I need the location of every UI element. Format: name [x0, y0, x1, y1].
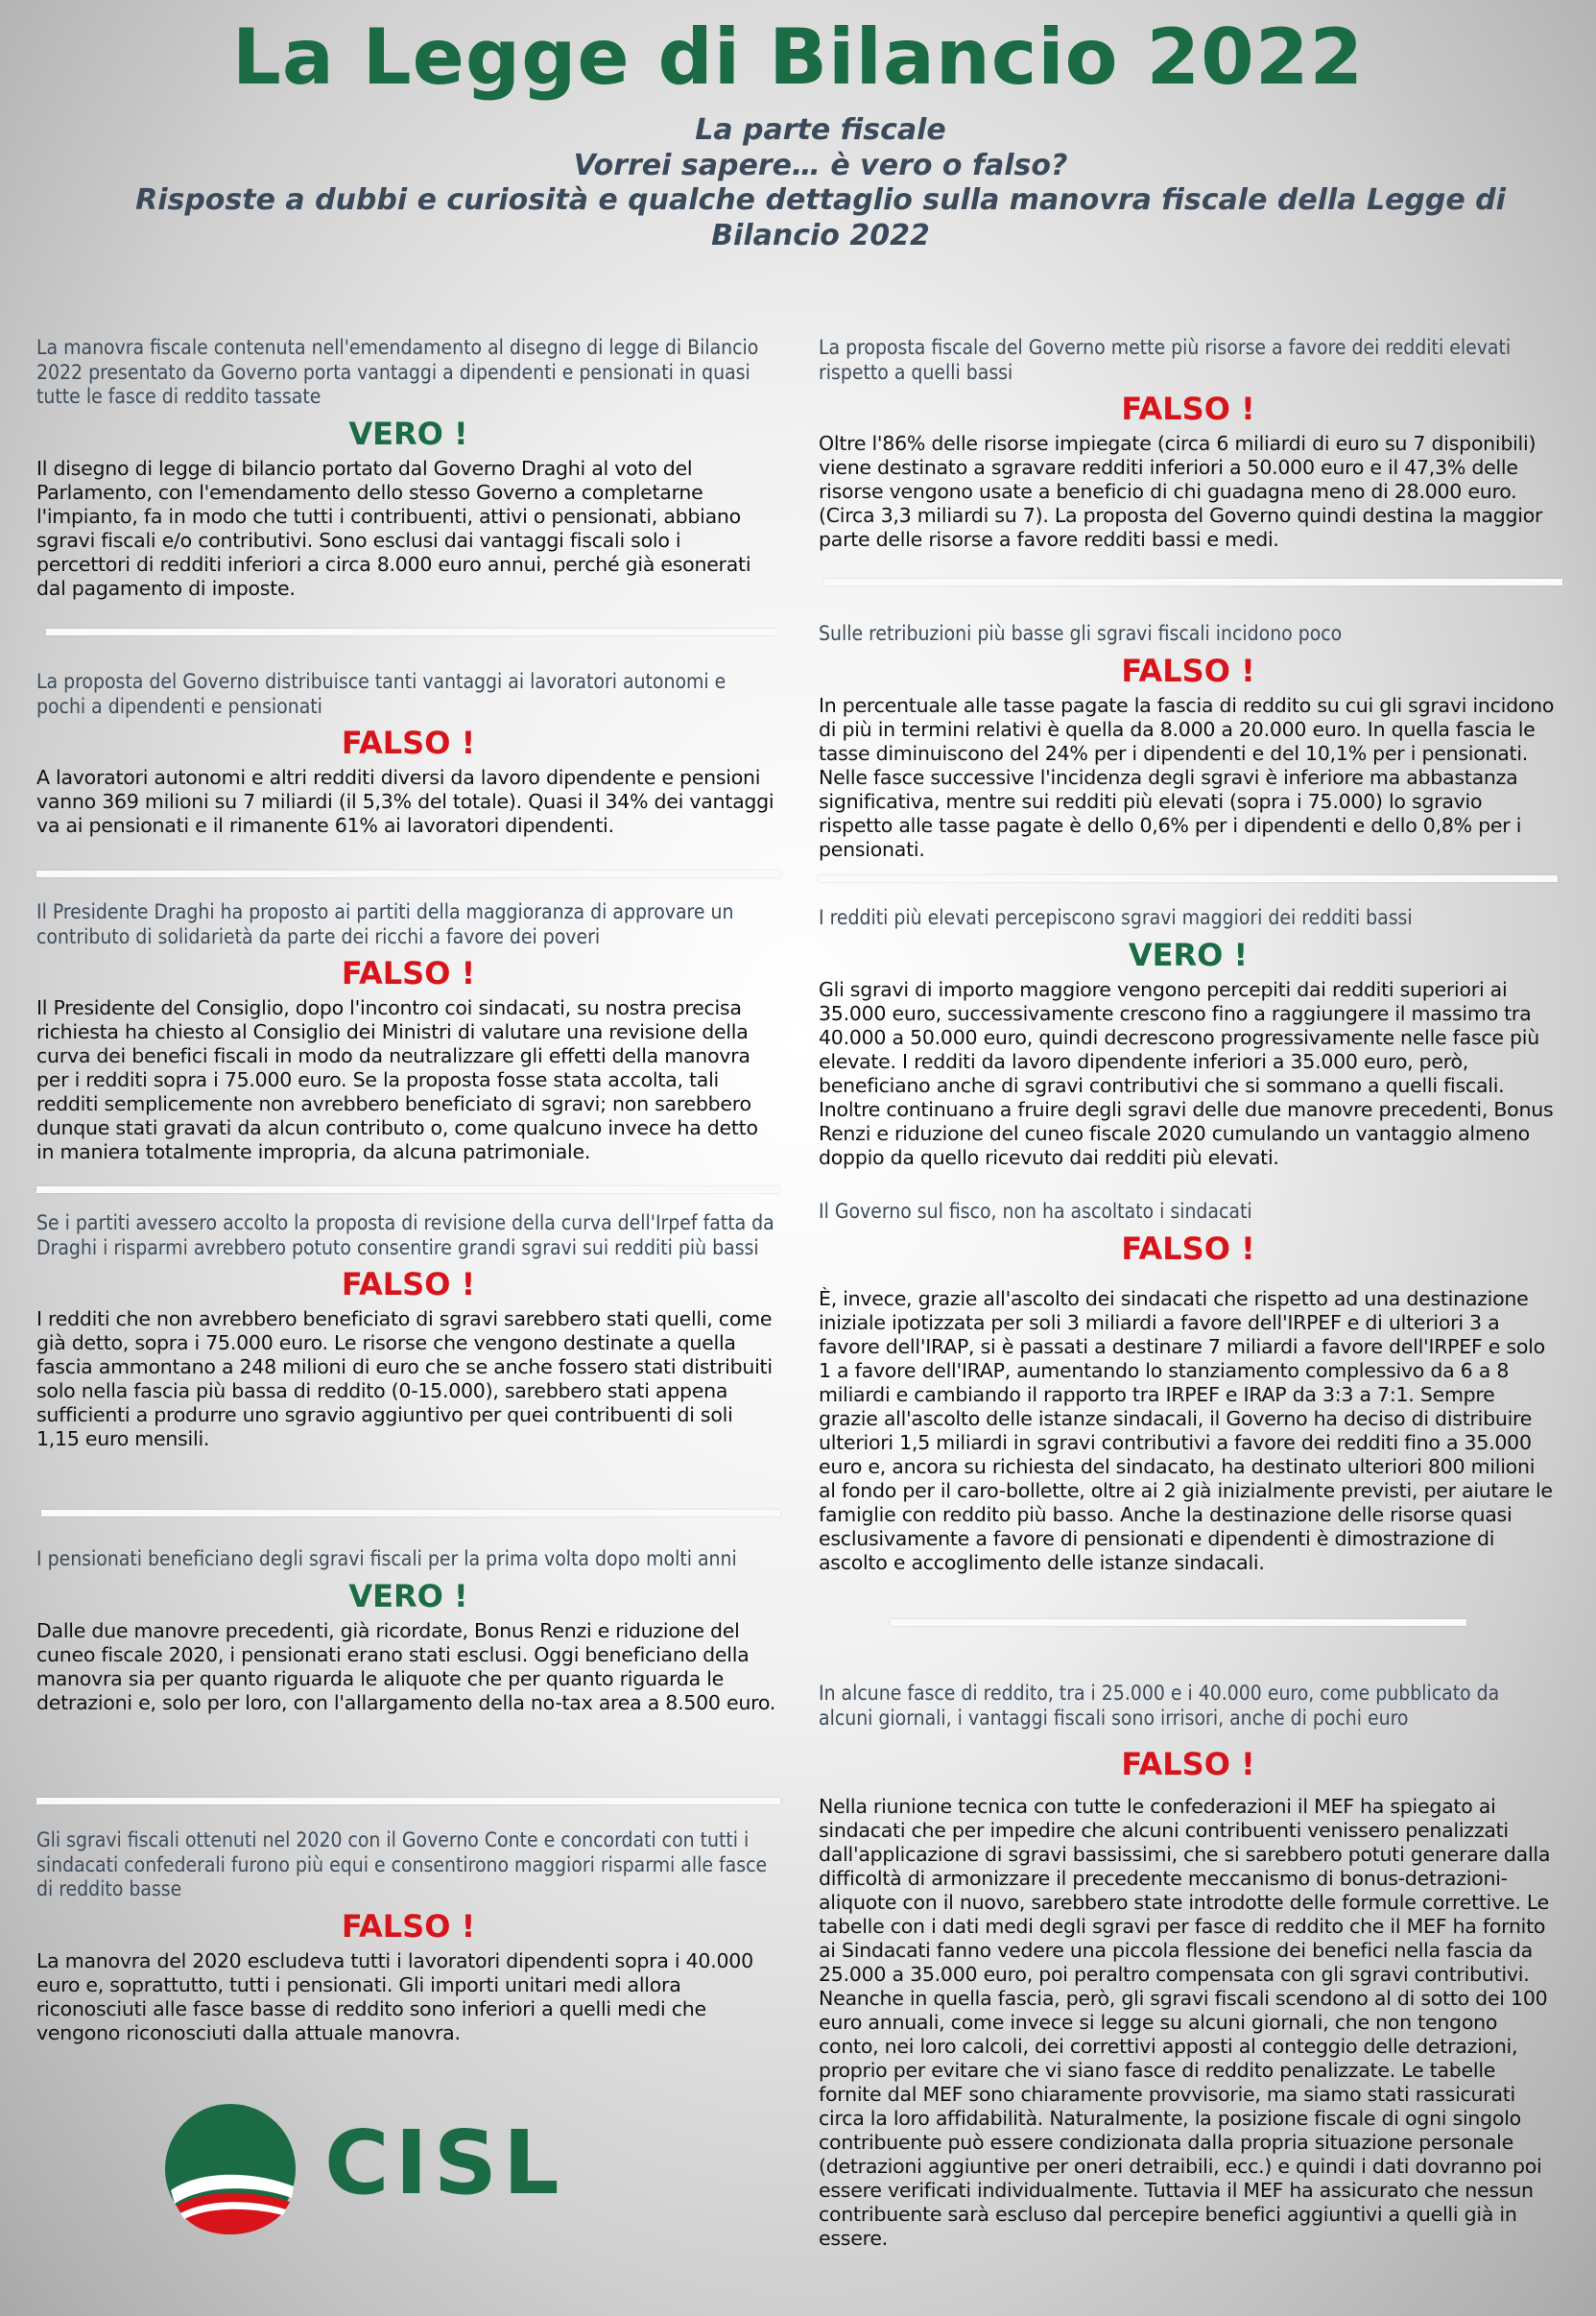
verdict-vero: VERO !: [1128, 936, 1249, 973]
faq-answer: È, invece, grazie all'ascolto dei sindacati che rispetto ad una destinazione iniziale ipotizzata per soli 3 miliardi a favore dell'IRPEF e di ulteriori 3 a favore dell'IRAP, si è passati a destinare 7 miliardi a favore dell'IRPEF e solo 1 a favore dell'IRAP, aumentando lo stanziamento complessivo da 6 a 8 miliardi e cambiando il rapporto tra IRPEF e IRAP da 3:3 a 7:1. Sempre grazie all'ascolto delle istanze sindacali, il Governo ha deciso di distribuire ulteriori 1,5 miliardi in sgravi contributivi a favore dei redditi fino a 35.000 euro e, ancora su richiesta del sindacato, ha destinato ulteriori 800 milioni al fondo per il caro-bollette, oltre ai 2 già inizialmente previsti, per aiutare le famiglie con reddito più basso. Anche la destinazione delle risorse quasi esclusivamente a favore di pensionati e dipendenti è dimostrazione di ascolto e accoglimento delle istanze sindacali.: [819, 1286, 1553, 1574]
faq-question: Gli sgravi fiscali ottenuti nel 2020 con il Governo Conte e concordati con tutti i sindacati confederali furono più equi e consentirono maggiori risparmi alle fasce di reddito basse: [36, 1828, 768, 1901]
faq-answer: Oltre l'86% delle risorse impiegate (circa 6 miliardi di euro su 7 disponibili) viene destinato a sgravare redditi inferiori a 50.000 euro e il 47,3% delle risorse vengono usate a beneficio di chi guadagna meno di 28.000 euro. (Circa 3,3 miliardi su 7). La proposta del Governo quindi destina la maggior parte delle risorse a favore redditi bassi e medi.: [819, 432, 1543, 552]
faq-item: [819, 906, 1558, 1170]
faq-item: [819, 1200, 1558, 1575]
faq-item: [819, 336, 1558, 552]
separator: [819, 875, 1558, 882]
verdict-falso: FALSO !: [1121, 1746, 1255, 1783]
faq-question: I pensionati beneficiano degli sgravi fiscali per la prima volta dopo molti anni: [36, 1547, 737, 1570]
faq-question: I redditi più elevati percepiscono sgravi maggiori dei redditi bassi: [819, 906, 1413, 929]
faq-item: [36, 670, 780, 838]
verdict-falso: FALSO !: [341, 955, 476, 992]
faq-answer: Gli sgravi di importo maggiore vengono percepiti dai redditi superiori ai 35.000 euro, successivamente crescono fino a raggiungere il massimo tra 40.000 a 50.000 euro, quindi decrescono progressivamente nelle fasce più elevate. I redditi da lavoro dipendente inferiori a 35.000 euro, però, beneficiano anche di sgravi contributivi che si sommano a quelli fiscali. Inoltre continuano a fruire degli sgravi delle due manovre precedenti, Bonus Renzi e riduzione del cuneo fiscale 2020 cumulando un vantaggio almeno doppio da quello ricevuto dai redditi più elevati.: [819, 977, 1554, 1169]
separator: [823, 579, 1562, 585]
verdict-falso: FALSO !: [1121, 652, 1255, 689]
verdict-falso: FALSO !: [341, 1266, 476, 1303]
page-title: La Legge di Bilancio 2022: [231, 12, 1365, 102]
cisl-emblem-icon: [163, 2102, 298, 2236]
verdict-falso: FALSO !: [1121, 1230, 1255, 1267]
faq-question: Se i partiti avessero accolto la proposta di revisione della curva dell'Irpef fatta da Draghi i risparmi avrebbero potuto consentire grandi sgravi sui redditi più bassi: [36, 1211, 774, 1259]
separator: [891, 1619, 1466, 1626]
faq-answer: I redditi che non avrebbero beneficiato di sgravi sarebbero stati quelli, come già detto, sopra i 75.000 euro. Le risorse che vengono destinate a quella fascia ammontano a 248 milioni di euro che se anche fossero stati distribuiti solo nella fascia più bassa di reddito (0-15.000), sarebbero stati appena sufficienti a produrre uno sgravio aggiuntivo per quei contribuenti di soli 1,15 euro mensili.: [36, 1307, 773, 1451]
faq-answer: La manovra del 2020 escludeva tutti i lavoratori dipendenti sopra i 40.000 euro e, soprattutto, tutti i pensionati. Gli importi unitari medi allora riconosciuti alle fasce basse di reddito sono inferiori a quelli medi che vengono riconosciuti dalla attuale manovra.: [36, 1949, 753, 2045]
separator: [36, 1186, 780, 1193]
faq-answer: Il disegno di legge di bilancio portato dal Governo Draghi al voto del Parlamento, con l'emendamento dello stesso Governo a completarne l'impianto, fa in modo che tutti i contribuenti, attivi o pensionati, abbiano sgravi fiscali e/o contributivi. Sono esclusi dai vantaggi fiscali solo i percettori di redditi inferiori a circa 8.000 euro annui, perché già esonerati dal pagamento di imposte.: [36, 457, 751, 601]
separator: [41, 1510, 780, 1516]
faq-item: [36, 1828, 780, 2045]
cisl-logo: [163, 2102, 566, 2236]
verdict-falso: FALSO !: [1121, 391, 1255, 428]
faq-answer: Dalle due manovre precedenti, già ricordate, Bonus Renzi e riduzione del cuneo fiscale 2020, i pensionati erano stati esclusi. Oggi beneficiano della manovra sia per quanto riguarda le aliquote che per quanto riguarda le detrazioni e, solo per loro, con l'allargamento della no-tax area a 8.500 euro.: [36, 1618, 776, 1714]
faq-answer: In percentuale alle tasse pagate la fascia di reddito su cui gli sgravi incidono di più in termini relativi è quella da 8.000 a 20.000 euro. In quella fascia le tasse diminuiscono del 24% per i dipendenti e del 10,1% per i pensionati. Nelle fasce successive l'incidenza degli sgravi è inferiore ma abbastanza significativa, mentre sui redditi più elevati (sopra i 75.000) lo sgravio rispetto alle tasse pagate è dello 0,6% per i dipendenti e dello 0,8% per i pensionati.: [819, 693, 1555, 861]
cisl-wordmark: CISL: [324, 2112, 565, 2214]
separator: [36, 1798, 780, 1804]
verdict-falso: FALSO !: [341, 1907, 476, 1945]
faq-item: [819, 622, 1558, 862]
faq-question: La manovra fiscale contenuta nell'emendamento al disegno di legge di Bilancio 2022 presentato da Governo porta vantaggi a dipendenti e pensionati in quasi tutte le fasce di reddito tassate: [36, 336, 759, 409]
faq-question: Il Governo sul fisco, non ha ascoltato i sindacati: [819, 1200, 1252, 1223]
subtitle-line-2: Vorrei sapere… è vero o falso?: [573, 148, 1068, 182]
faq-question: La proposta del Governo distribuisce tanti vantaggi ai lavoratori autonomi e pochi a dipendenti e pensionati: [36, 670, 727, 718]
separator: [46, 629, 775, 635]
faq-question: Sulle retribuzioni più basse gli sgravi fiscali incidono poco: [819, 622, 1343, 645]
faq-question: La proposta fiscale del Governo mette più risorse a favore dei redditi elevati rispetto a quelli bassi: [819, 336, 1512, 384]
verdict-falso: FALSO !: [341, 725, 476, 762]
faq-answer: A lavoratori autonomi e altri redditi diversi da lavoro dipendente e pensioni vanno 369 milioni su 7 miliardi (il 5,3% del totale). Quasi il 34% dei vantaggi va ai pensionati e il rimanente 61% ai lavoratori dipendenti.: [36, 766, 774, 838]
faq-answer: Nella riunione tecnica con tutte le confederazioni il MEF ha spiegato ai sindacati che per impedire che alcuni contribuenti venissero penalizzati dall'applicazione di sgravi bassissimi, che si sarebbero potuti generare dalla difficoltà di armonizzare il precedente meccanismo di bonus-detrazioni-aliquote con il nuovo, sarebbero state introdotte delle formule correttive. Le tabelle con i dati medi degli sgravi per fasce di reddito che il MEF ha fornito ai Sindacati fanno vedere una piccola flessione dei benefici nella fascia da 25.000 a 35.000 euro, poi peraltro compensata con gli sgravi contributivi. Neanche in quella fascia, però, gli sgravi fiscali scendono al di sotto dei 100 euro annuali, come invece si legge su alcuni giornali, che non tengono conto, nei loro calcoli, dei correttivi apposti al conteggio delle detrazioni, proprio per evitare che vi siano fasce di reddito penalizzate. Le tabelle fornite dal MEF sono chiaramente provvisorie, ma siamo stati rassicurati circa la loro affidabilità. Naturalmente, la posizione fiscale di ogni singolo contribuente può essere condizionata dalla propria situazione personale (detrazioni aggiuntive per oneri detraibili, ecc.) e quindi i dati dovranno poi essere verificati individualmente. Tuttavia il MEF ha assicurato che nessun contribuente sarà escluso dal percepire benefici aggiuntivi a quelli già in essere.: [819, 1795, 1551, 2251]
faq-item: [36, 336, 780, 601]
subtitle-line-3: Risposte a dubbi e curiosità e qualche dettaglio sulla manovra fiscale della Legge di Bilancio 2022: [135, 183, 1506, 252]
verdict-vero: VERO !: [348, 1577, 468, 1614]
faq-item: [819, 1682, 1558, 2251]
faq-question: In alcune fasce di reddito, tra i 25.000 e i 40.000 euro, come pubblicato da alcuni giornali, i vantaggi fiscali sono irrisori, anche di pochi euro: [819, 1682, 1500, 1730]
faq-answer: Il Presidente del Consiglio, dopo l'incontro coi sindacati, su nostra precisa richiesta ha chiesto al Consiglio dei Ministri di valutare una revisione della curva dei benefici fiscali in modo da neutralizzare gli effetti della manovra per i redditi sopra i 75.000 euro. Se la proposta fosse stata accolta, tali redditi semplicemente non avrebbero beneficiato di sgravi; non sarebbero dunque stati gravati da alcun contributo o, come qualcuno invece ha detto in maniera totalmente impropria, da alcuna patrimoniale.: [36, 996, 758, 1164]
faq-question: Il Presidente Draghi ha proposto ai partiti della maggioranza di approvare un contributo di solidarietà da parte dei ricchi a favore dei poveri: [36, 900, 734, 948]
subtitle-block: [125, 113, 1516, 253]
subtitle-line-1: La parte fiscale: [695, 113, 946, 147]
faq-item: [36, 1547, 780, 1715]
verdict-vero: VERO !: [348, 415, 468, 452]
faq-item: [36, 900, 780, 1164]
separator: [36, 871, 780, 877]
faq-item: [36, 1211, 780, 1451]
